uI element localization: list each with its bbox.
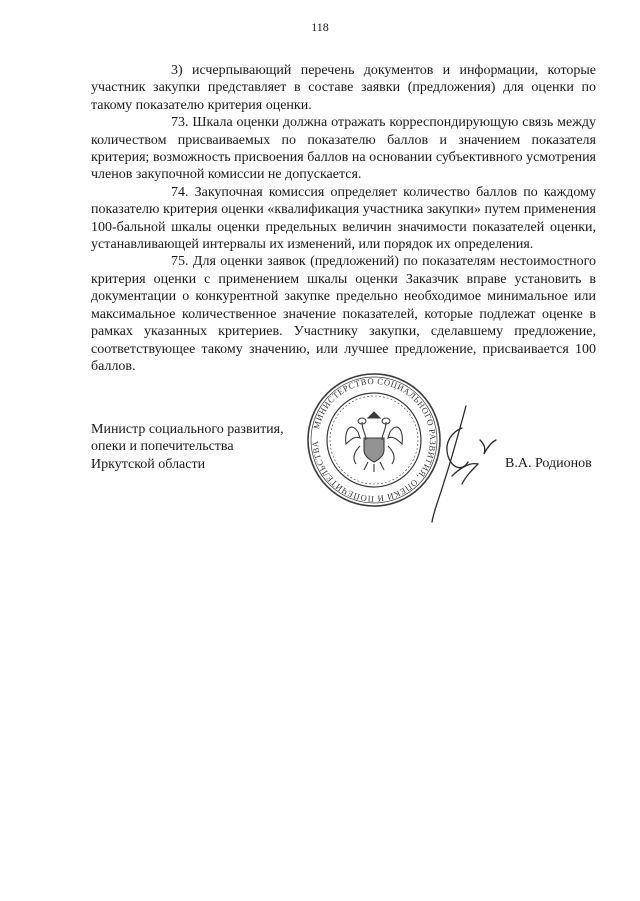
paragraph-text: Шкала оценки должна отражать корреспондирующую связь между количеством присваиваемых по показателю баллов и значением показателя критерия; возможность присвоения баллов на основании субъективного усмотрения членов закупочной комиссии не допускается. bbox=[91, 115, 596, 183]
position-line: Иркутской области bbox=[91, 456, 206, 472]
paragraph-number: 73. bbox=[171, 115, 189, 131]
paragraph-number: 75. bbox=[171, 254, 189, 270]
seal-ring-text: МИНИСТЕРСТВО СОЦИАЛЬНОГО РАЗВИТИЯ, ОПЕКИ И ПОПЕЧИТЕЛЬСТВА bbox=[309, 375, 439, 505]
document-body bbox=[91, 62, 596, 375]
signatory-position bbox=[91, 421, 284, 473]
paragraph-text: Для оценки заявок (предложений) по показателям нестоимостного критерия оценки с применением шкалы оценки Заказчик вправе установить в документации о конкурентной закупке предельно необходимое минимальное или максимальное количественное значение показателей, которые подлежат оценке в рамках указанных критериев. Участнику закупки, сделавшему предложение, соответствующее такому значению, или лучшее предложение, присваивается 100 баллов. bbox=[91, 254, 596, 374]
coat-of-arms-emblem bbox=[346, 412, 403, 472]
position-line: Министр социального развития, bbox=[91, 422, 284, 437]
handwritten-signature bbox=[422, 398, 502, 528]
paragraph-text: Закупочная комиссия определяет количество баллов по каждому показателю критерия оценки «квалификация участника закупки» путем применения 100-бальной шкалы оценки предельных величин значимости показателей оценки, устанавливающей интервалы их изменений, или порядок их определения. bbox=[91, 184, 596, 253]
paragraph-number: 74. bbox=[171, 184, 189, 200]
paragraph-73 bbox=[91, 114, 596, 184]
paragraph-number: 3) bbox=[171, 63, 183, 78]
paragraph-item-3 bbox=[91, 62, 596, 114]
paragraph-text: исчерпывающий перечень документов и информации, которые участник закупки представляет в составе заявки (предложения) для оценки по такому показателю критерия оценки. bbox=[91, 63, 596, 113]
position-line: опеки и попечительства bbox=[91, 439, 234, 455]
signatory-name: В.А. Родионов bbox=[505, 456, 592, 471]
paragraph-74 bbox=[91, 184, 596, 254]
paragraph-75 bbox=[91, 253, 596, 375]
page-number: 118 bbox=[311, 20, 329, 34]
